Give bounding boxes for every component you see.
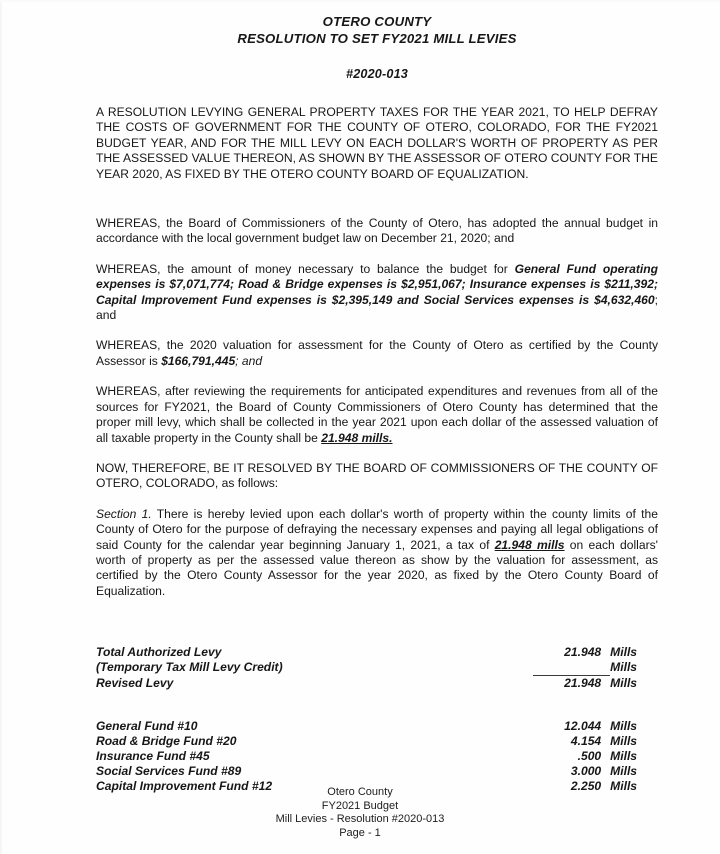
whereas-expenses-tail: ; and: [96, 292, 658, 323]
fund-row-value: 4.154: [570, 733, 602, 748]
levy-row-label: Revised Levy: [96, 675, 174, 690]
paragraph-intro: A RESOLUTION LEVYING GENERAL PROPERTY TAXES FOR THE YEAR 2021, TO HELP DEFRAY THE COSTS OF GOVERNMENT FOR THE COUNTY OF OTERO, COLORADO, FOR THE FY2021 BUDGET YEAR, AND FOR THE MILL LEVY ON EACH DOLLAR'S WORTH OF PROPERTY AS PER THE ASSESSED VALUE THEREON, AS SHOWN BY THE ASSESSOR OF OTERO COUNTY FOR THE YEAR 2020, AS FIXED BY THE OTERO COUNTY BOARD OF EQUALIZATION.: [96, 105, 658, 181]
levy-row-value: 21.948: [564, 645, 602, 660]
paragraph-spacer: [96, 182, 658, 201]
table-row: [96, 660, 658, 675]
fund-levies-body: [96, 719, 658, 794]
table-row: [96, 764, 658, 779]
fund-levies-table: [96, 719, 658, 794]
fund-row-unit: Mills: [610, 748, 638, 763]
paragraph-section-1: [96, 507, 658, 599]
document-title: [96, 13, 658, 47]
paragraph-now-therefore: NOW, THEREFORE, BE IT RESOLVED BY THE BOARD OF COMMISSIONERS OF THE COUNTY OF OTERO, COLORADO, as follows:: [96, 460, 658, 491]
levy-summary-table: [96, 645, 658, 691]
paragraph-whereas-expenses: [96, 262, 658, 324]
footer-line-budget: FY2021 Budget: [321, 799, 399, 812]
fund-row-value: 3.000: [570, 763, 602, 778]
fund-row-label: Social Services Fund #89: [96, 763, 242, 778]
levy-row-label: Total Authorized Levy: [96, 645, 222, 660]
levy-row-label: (Temporary Tax Mill Levy Credit): [96, 660, 283, 675]
fund-row-label: General Fund #10: [96, 718, 198, 733]
levy-row-value-blank: [533, 660, 610, 675]
footer-line-page: Page - 1: [339, 826, 381, 839]
fund-row-label: Capital Improvement Fund #12: [96, 778, 273, 793]
fund-row-value: 2.250: [570, 778, 602, 793]
section-1-amount: 21.948 mills: [494, 537, 565, 552]
resolution-number: #2020-013: [345, 67, 409, 81]
scan-edge-artifact-left: [0, 0, 3, 854]
fund-row-value: 12.044: [564, 718, 602, 733]
section-1-heading: Section 1.: [96, 506, 152, 521]
whereas-valuation-tail: ; and: [235, 353, 263, 368]
fund-row-unit: Mills: [610, 763, 638, 778]
paragraph-whereas-mill-levy: [96, 384, 658, 446]
whereas-expenses-lead: WHEREAS, the amount of money necessary to balance the budget for: [96, 261, 515, 276]
title-line-county: OTERO COUNTY: [322, 14, 432, 29]
table-row: [96, 675, 658, 691]
table-row: [96, 734, 658, 749]
whereas-valuation-lead: WHEREAS, the 2020 valuation for assessment for the County of Otero as certified by the County Assessor is: [96, 338, 658, 368]
levy-row-unit: Mills: [610, 660, 638, 675]
document-content: [96, 0, 658, 794]
whereas-milllevy-lead: WHEREAS, after reviewing the requirements for anticipated expenditures and revenues from all of the sources for FY2021, the Board of County Commissioners of Otero County has determined that the proper mill levy, which shall be collected in the year 2021 upon each dollar of the assessed valuation of all taxable property in the County shall be: [96, 384, 658, 445]
levy-row-value: 21.948: [564, 675, 602, 690]
footer-line-county: Otero County: [327, 786, 393, 798]
table-row: [96, 645, 658, 660]
fund-row-label: Road & Bridge Fund #20: [96, 733, 237, 748]
fund-row-unit: Mills: [610, 718, 638, 733]
table-row: [96, 749, 658, 764]
fund-row-value: .500: [577, 748, 602, 763]
paragraph-whereas-valuation: [96, 338, 658, 369]
paragraph-whereas-budget: WHEREAS, the Board of Commissioners of the County of Otero, has adopted the annual budget in accordance with the local government budget law on December 21, 2020; and: [96, 216, 658, 246]
levy-row-unit: Mills: [610, 645, 638, 660]
whereas-milllevy-amount: 21.948 mills.: [321, 430, 393, 445]
fund-row-unit: Mills: [610, 733, 638, 748]
section-1-tail: on each dollars' worth of property as per the assessed value thereon as show by the valuation for assessment, as certified by the Otero County Assessor for the year 2020, as fixed by the Otero County Board of Equalization.: [96, 537, 658, 598]
fund-row-label: Insurance Fund #45: [96, 748, 210, 763]
page-footer: [0, 786, 720, 840]
title-line-resolution: RESOLUTION TO SET FY2021 MILL LEVIES: [237, 31, 517, 46]
whereas-expenses-amounts: General Fund operating expenses is $7,071,774; Road & Bridge expenses is $2,951,067; Insurance expenses is $211,392; Capital Improvement Fund expenses is $2,395,149 and Social Services expenses is $4,632,460: [96, 261, 658, 307]
footer-line-resolution: Mill Levies - Resolution #2020-013: [275, 813, 445, 826]
levy-row-unit: Mills: [610, 675, 638, 690]
fund-row-unit: Mills: [610, 778, 638, 793]
table-row: [96, 719, 658, 734]
section-1-lead: There is hereby levied upon each dollar's worth of property within the county limits of the County of Otero for the purpose of defraying the necessary expenses and paying all legal obligations of said County for the calendar year beginning January 1, 2021, a tax of: [96, 506, 658, 552]
whereas-valuation-amount: $166,791,445: [161, 353, 236, 368]
levy-summary-body: [96, 645, 658, 691]
